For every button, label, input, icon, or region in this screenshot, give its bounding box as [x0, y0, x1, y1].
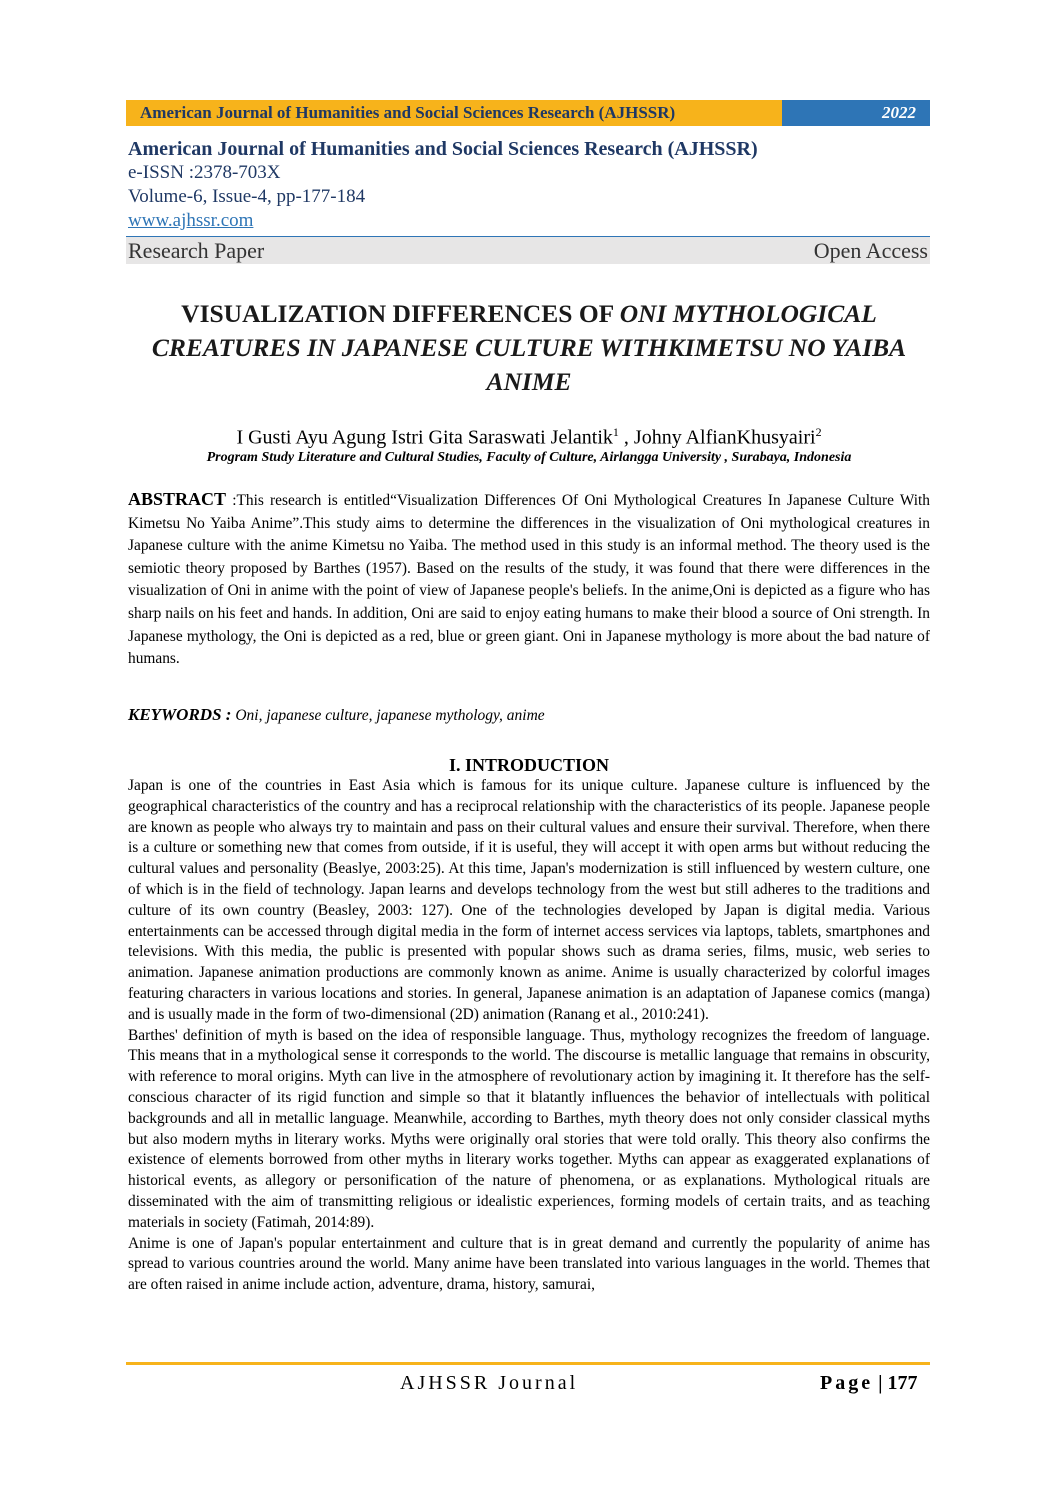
- authors: [128, 419, 930, 451]
- journal-volume: Volume-6, Issue-4, pp-177-184: [128, 186, 366, 207]
- title-part-italic: ONI MYTHOLOGICAL CREATURES IN JAPANESE CULTURE WITHKIMETSU NO YAIBA ANIME: [151, 299, 907, 396]
- banner-year: 2022: [782, 100, 930, 126]
- footer-divider: [126, 1362, 930, 1365]
- journal-header-banner: [126, 100, 930, 126]
- keywords-text: Oni, japanese culture, japanese mythology, anime: [231, 707, 545, 724]
- journal-info: [128, 137, 930, 233]
- journal-name: American Journal of Humanities and Social Sciences Research (AJHSSR): [128, 138, 758, 160]
- author-1-affiliation-mark: 1: [612, 425, 619, 439]
- introduction-body: [128, 776, 930, 1296]
- footer-page-separator: |: [873, 1372, 888, 1394]
- keywords: [128, 704, 930, 727]
- author-separator: ,: [618, 426, 634, 449]
- paper-type-bar: [126, 236, 930, 264]
- footer-page-number: 177: [887, 1372, 918, 1394]
- journal-issn: e-ISSN :2378-703X: [128, 162, 281, 183]
- paragraph: Anime is one of Japan's popular entertainment and culture that is in great demand and currently the popularity of anime has spread to various countries around the world. Many anime have been translated into various languages in the world. Themes that are often raised in anime include action, adventure, drama, history, samurai,: [128, 1234, 930, 1294]
- abstract-label: ABSTRACT: [128, 489, 227, 509]
- abstract-text: :This research is entitled“Visualization Differences Of Oni Mythological Creatures In Japanese Culture With Kimetsu No Yaiba Anime”.This study aims to determine the differences in the visualization of Oni mythological creatures in Japanese culture with the anime Kimetsu no Yaiba. The method used in this study is an informal method. The theory used is the semiotic theory proposed by Barthes (1957). Based on the results of the study, it was found that there were differences in the visualization of Oni in anime with the point of view of Japanese people's beliefs. In the anime,Oni is depicted as a figure who has sharp nails on his feet and hands. In addition, Oni are said to enjoy eating humans to make their blood a source of Oni strength. In Japanese mythology, the Oni is depicted as a red, blue or green giant. Oni in Japanese mythology is more about the bad nature of humans.: [128, 492, 930, 668]
- author-2: Johny AlfianKhusyairi: [633, 426, 816, 449]
- section-heading-introduction: I. INTRODUCTION: [448, 755, 610, 775]
- paragraph: Japan is one of the countries in East Asia which is famous for its unique culture. Japanese culture is influenced by the geographical characteristics of the country and has a reciprocal relationship with the characteristics of its people. Japanese people are known as people who always try to maintain and pass on their cultural values and ensure their survival. Therefore, when there is a culture or something new that comes from outside, if it is useful, they will accept it with open arms but without reducing the cultural values and personality (Beaslye, 2003:25). At this time, Japan's modernization is still influenced by western culture, one of which is in the field of technology. Japan learns and develops technology from the west but still adheres to the traditions and culture of its own country (Beasley, 2003: 127). One of the technologies developed by Japan is digital media. Various entertainments can be accessed through digital media in the form of internet access services via laptops, tablets, smartphones and televisions. With this media, the public is presented with popular shows such as drama series, films, music, web series to animation. Japanese animation productions are commonly known as anime. Anime is usually characterized by colorful images featuring characters in various locations and stories. In general, Japanese animation is an adaptation of Japanese comics (manga) and is usually made in the form of two-dimensional (2D) animation (Ranang et al., 2010:241).: [128, 777, 930, 1023]
- author-affiliation: Program Study Literature and Cultural Studies, Faculty of Culture, Airlangga University , Surabaya, Indonesia: [206, 450, 852, 465]
- footer-journal: AJHSSR Journal: [400, 1372, 579, 1394]
- abstract: [128, 488, 930, 671]
- access-type: Open Access: [813, 237, 928, 263]
- footer-page: [820, 1372, 918, 1395]
- paper-title: [128, 297, 930, 399]
- author-1: I Gusti Ayu Agung Istri Gita Saraswati Jelantik: [236, 426, 613, 449]
- keywords-label: KEYWORDS :: [128, 705, 232, 724]
- paragraph: Barthes' definition of myth is based on the idea of responsible language. Thus, mythology recognizes the freedom of language. This means that in a mythological sense it corresponds to the world. The discourse is metallic language that remains in obscurity, with reference to moral origins. Myth can live in the atmosphere of revolutionary action by imagining it. It therefore has the self-conscious character of its rigid function and simple so that it blatantly influences the behavior of intellectuals with political backgrounds and all in metallic language. Meanwhile, according to Barthes, myth theory does not only consider classical myths but also modern myths in literary works. Myths were originally oral stories that were told orally. This theory also confirms the existence of elements borrowed from other myths in literary works together. Myths can appear as exaggerated explanations of historical events, as allegory or personification of the nature of phenomena, or as explanations. Mythological rituals are disseminated with the aim of transmitting religious or idealistic experiences, forming models of certain traits, and as teaching materials in society (Fatimah, 2014:89).: [128, 1026, 930, 1231]
- banner-journal-name: American Journal of Humanities and Social Sciences Research (AJHSSR): [126, 100, 782, 126]
- footer-page-label: Page: [820, 1372, 874, 1394]
- journal-website-link[interactable]: www.ajhssr.com: [128, 210, 254, 231]
- title-part-roman: VISUALIZATION DIFFERENCES OF: [181, 299, 620, 328]
- paper-type: Research Paper: [128, 237, 265, 263]
- author-2-affiliation-mark: 2: [815, 425, 822, 439]
